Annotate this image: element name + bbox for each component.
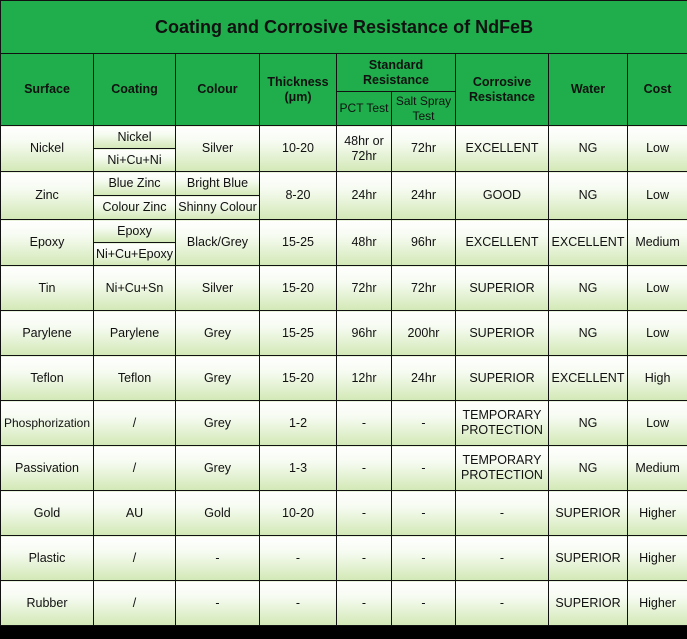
- cell-colour: Grey: [176, 356, 260, 401]
- cell-surface: Epoxy: [1, 220, 94, 266]
- cell-cost: Higher: [628, 491, 687, 536]
- cell-cost: Medium: [628, 220, 687, 266]
- table-row: [1, 446, 687, 491]
- cell-thickness: 15-25: [260, 220, 337, 266]
- cell-coating: Ni+Cu+Sn: [94, 266, 176, 311]
- cell-water: NG: [549, 311, 628, 356]
- cell-colour: Grey: [176, 446, 260, 491]
- cell-water: NG: [549, 172, 628, 220]
- cell-thickness: 10-20: [260, 126, 337, 172]
- cell-surface: Teflon: [1, 356, 94, 401]
- cell-colour: -: [176, 581, 260, 626]
- cell-salt: 200hr: [392, 311, 456, 356]
- cell-colour: Bright Blue: [176, 172, 260, 196]
- cell-corrosive: -: [456, 536, 549, 581]
- cell-colour: Gold: [176, 491, 260, 536]
- cell-pct: -: [337, 491, 392, 536]
- cell-corrosive: TEMPORARY PROTECTION: [456, 446, 549, 491]
- cell-cost: Low: [628, 266, 687, 311]
- header-thickness: Thickness (μm): [260, 54, 337, 126]
- cell-coating: Teflon: [94, 356, 176, 401]
- cell-salt: -: [392, 491, 456, 536]
- cell-cost: Low: [628, 126, 687, 172]
- header-standard-resistance: Standard Resistance: [337, 54, 456, 92]
- cell-corrosive: TEMPORARY PROTECTION: [456, 401, 549, 446]
- cell-colour: Grey: [176, 311, 260, 356]
- title-row: [1, 1, 687, 54]
- header-coating: Coating: [94, 54, 176, 126]
- cell-thickness: -: [260, 581, 337, 626]
- cell-salt: -: [392, 401, 456, 446]
- table-row: [1, 220, 687, 243]
- header-cost: Cost: [628, 54, 687, 126]
- cell-thickness: 10-20: [260, 491, 337, 536]
- cell-corrosive: EXCELLENT: [456, 126, 549, 172]
- cell-salt: -: [392, 446, 456, 491]
- table-row: [1, 581, 687, 626]
- table-row: [1, 491, 687, 536]
- cell-coating: /: [94, 581, 176, 626]
- cell-corrosive: SUPERIOR: [456, 266, 549, 311]
- cell-surface: Nickel: [1, 126, 94, 172]
- cell-corrosive: SUPERIOR: [456, 356, 549, 401]
- cell-water: NG: [549, 266, 628, 311]
- cell-coating: /: [94, 401, 176, 446]
- cell-water: SUPERIOR: [549, 536, 628, 581]
- table-row: [1, 401, 687, 446]
- table-row: [1, 126, 687, 149]
- header-salt-spray-test: Salt Spray Test: [392, 92, 456, 126]
- cell-corrosive: EXCELLENT: [456, 220, 549, 266]
- cell-colour: Black/Grey: [176, 220, 260, 266]
- cell-coating: /: [94, 446, 176, 491]
- cell-colour: -: [176, 536, 260, 581]
- cell-thickness: 15-25: [260, 311, 337, 356]
- cell-water: EXCELLENT: [549, 220, 628, 266]
- cell-salt: 24hr: [392, 356, 456, 401]
- header-corrosive-resistance: Corrosive Resistance: [456, 54, 549, 126]
- cell-pct: 12hr: [337, 356, 392, 401]
- cell-thickness: 1-3: [260, 446, 337, 491]
- cell-coating: Ni+Cu+Ni: [94, 149, 176, 172]
- cell-surface: Plastic: [1, 536, 94, 581]
- cell-thickness: 15-20: [260, 356, 337, 401]
- cell-coating: Blue Zinc: [94, 172, 176, 196]
- header-row: [1, 54, 687, 92]
- header-water: Water: [549, 54, 628, 126]
- cell-pct: 72hr: [337, 266, 392, 311]
- cell-cost: Medium: [628, 446, 687, 491]
- cell-water: NG: [549, 401, 628, 446]
- cell-corrosive: SUPERIOR: [456, 311, 549, 356]
- cell-corrosive: GOOD: [456, 172, 549, 220]
- cell-salt: -: [392, 581, 456, 626]
- cell-surface: Zinc: [1, 172, 94, 220]
- cell-water: EXCELLENT: [549, 356, 628, 401]
- cell-corrosive: -: [456, 581, 549, 626]
- cell-salt: -: [392, 536, 456, 581]
- cell-cost: Higher: [628, 536, 687, 581]
- cell-pct: -: [337, 581, 392, 626]
- cell-cost: High: [628, 356, 687, 401]
- cell-pct: -: [337, 446, 392, 491]
- table-row: [1, 311, 687, 356]
- header-pct-test: PCT Test: [337, 92, 392, 126]
- cell-coating: /: [94, 536, 176, 581]
- cell-surface: Gold: [1, 491, 94, 536]
- header-surface: Surface: [1, 54, 94, 126]
- cell-salt: 24hr: [392, 172, 456, 220]
- cell-colour: Grey: [176, 401, 260, 446]
- cell-water: NG: [549, 126, 628, 172]
- cell-surface: Passivation: [1, 446, 94, 491]
- cell-pct: -: [337, 401, 392, 446]
- cell-colour: Shinny Colour: [176, 196, 260, 220]
- cell-cost: Low: [628, 311, 687, 356]
- cell-cost: Low: [628, 172, 687, 220]
- header-colour: Colour: [176, 54, 260, 126]
- cell-thickness: 15-20: [260, 266, 337, 311]
- cell-corrosive: -: [456, 491, 549, 536]
- cell-coating: Ni+Cu+Epoxy: [94, 243, 176, 266]
- cell-water: SUPERIOR: [549, 581, 628, 626]
- table-title: Coating and Corrosive Resistance of NdFeB: [1, 1, 687, 54]
- cell-salt: 96hr: [392, 220, 456, 266]
- cell-coating: Epoxy: [94, 220, 176, 243]
- cell-cost: Low: [628, 401, 687, 446]
- cell-coating: AU: [94, 491, 176, 536]
- cell-pct: -: [337, 536, 392, 581]
- cell-water: NG: [549, 446, 628, 491]
- cell-cost: Higher: [628, 581, 687, 626]
- cell-coating: Parylene: [94, 311, 176, 356]
- cell-coating: Colour Zinc: [94, 196, 176, 220]
- cell-water: SUPERIOR: [549, 491, 628, 536]
- cell-surface: Tin: [1, 266, 94, 311]
- cell-salt: 72hr: [392, 126, 456, 172]
- cell-surface: Phosphorization: [1, 401, 94, 446]
- cell-coating: Nickel: [94, 126, 176, 149]
- table-row: [1, 536, 687, 581]
- cell-thickness: 1-2: [260, 401, 337, 446]
- cell-colour: Silver: [176, 266, 260, 311]
- cell-pct: 48hr: [337, 220, 392, 266]
- cell-thickness: 8-20: [260, 172, 337, 220]
- cell-pct: 96hr: [337, 311, 392, 356]
- cell-pct: 24hr: [337, 172, 392, 220]
- cell-surface: Parylene: [1, 311, 94, 356]
- cell-colour: Silver: [176, 126, 260, 172]
- cell-thickness: -: [260, 536, 337, 581]
- cell-surface: Rubber: [1, 581, 94, 626]
- table-row: [1, 172, 687, 196]
- cell-pct: 48hr or 72hr: [337, 126, 392, 172]
- table-row: [1, 356, 687, 401]
- table-row: [1, 266, 687, 311]
- cell-salt: 72hr: [392, 266, 456, 311]
